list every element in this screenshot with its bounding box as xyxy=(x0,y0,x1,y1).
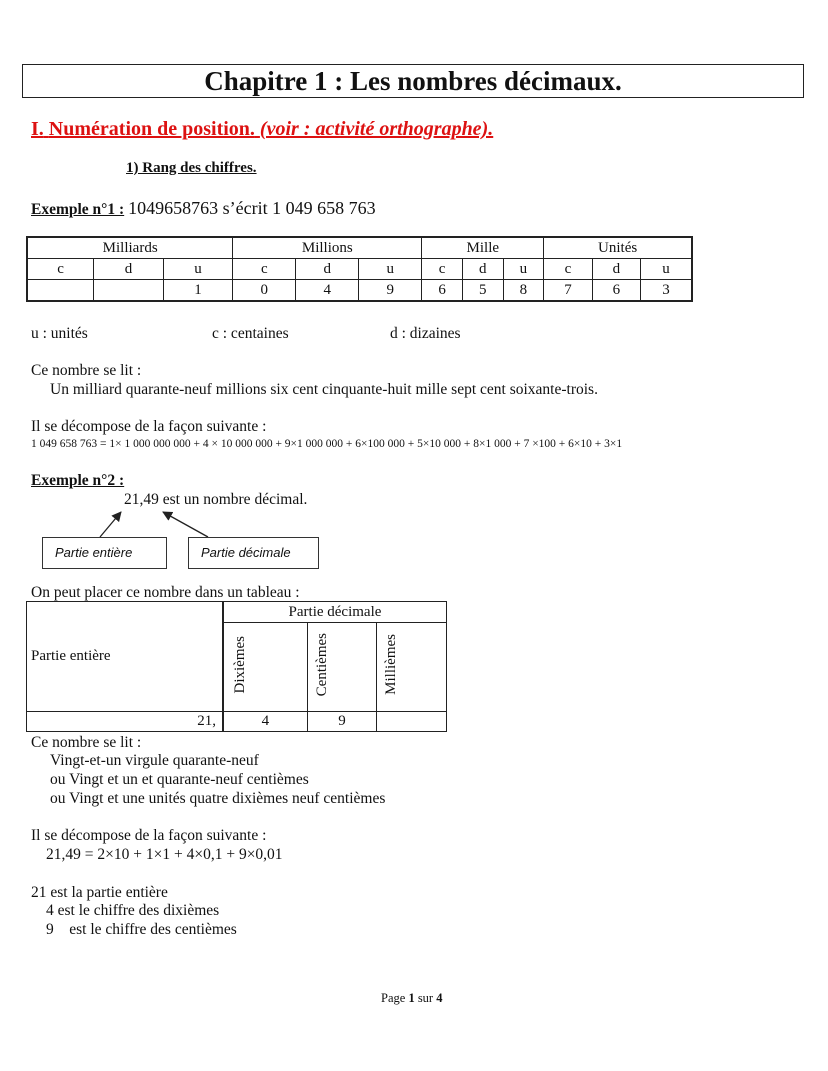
decomp-2: 21,49 = 2×10 + 1×1 + 4×0,1 + 9×0,01 xyxy=(46,846,283,863)
col-header: c xyxy=(422,259,463,280)
callout-integer-part: Partie entière xyxy=(42,537,167,569)
section-number: I. xyxy=(31,118,44,140)
col-header: u xyxy=(163,259,233,280)
read-line: ou Vingt et un et quarante-neuf centièmes xyxy=(50,771,309,788)
example2-text: 21,49 est un nombre décimal. xyxy=(124,491,308,508)
digit-cell: 6 xyxy=(592,280,640,302)
col-header: d xyxy=(296,259,359,280)
decimal-header-row xyxy=(27,602,447,623)
integer-part-header: Partie entière xyxy=(27,602,223,712)
thousandths-header xyxy=(377,623,447,712)
read-line: Vingt-et-un virgule quarante-neuf xyxy=(50,752,259,769)
decomp-intro-2: Il se décompose de la façon suivante : xyxy=(31,827,267,844)
read-text-1: Un milliard quarante-neuf millions six cent cinquante-huit mille sept cent soixante-trois. xyxy=(50,381,598,398)
digit-cell: 1 xyxy=(163,280,233,302)
group-header: Unités xyxy=(544,237,692,259)
arrow-to-decimal-part xyxy=(163,512,208,537)
example1-label: Exemple n°1 : xyxy=(31,201,125,218)
conclusion-line: 9 est le chiffre des centièmes xyxy=(46,921,237,938)
integer-value: 21, xyxy=(27,712,223,732)
section-title: Numération de position. xyxy=(48,118,255,140)
page-number: 1 xyxy=(408,991,415,1005)
page-sur: sur xyxy=(417,991,434,1005)
decimal-table xyxy=(26,601,447,732)
callout-decimal-part: Partie décimale xyxy=(188,537,319,569)
col-header: d xyxy=(462,259,503,280)
page-footer xyxy=(381,991,442,1006)
group-header: Millions xyxy=(233,237,422,259)
tenths-label: Dixièmes xyxy=(231,635,248,694)
example2-label: Exemple n°2 : xyxy=(31,472,125,489)
table-intro: On peut placer ce nombre dans un tableau : xyxy=(31,584,300,601)
legend-hundreds: c : centaines xyxy=(212,325,289,342)
legend-tens: d : dizaines xyxy=(390,325,461,342)
read-intro-1: Ce nombre se lit : xyxy=(31,362,142,379)
page-title: Chapitre 1 : Les nombres décimaux. xyxy=(204,66,622,96)
group-header: Milliards xyxy=(27,237,233,259)
digit-cell: 6 xyxy=(422,280,463,302)
tenths-header xyxy=(223,623,307,712)
read-line: ou Vingt et une unités quatre dixièmes neuf centièmes xyxy=(50,790,386,807)
col-header: u xyxy=(503,259,544,280)
digit-cell: 4 xyxy=(296,280,359,302)
digit-cell: 0 xyxy=(233,280,296,302)
hundredths-value: 9 xyxy=(307,712,377,732)
example1-text: 1049658763 s’écrit 1 049 658 763 xyxy=(128,198,376,218)
digit-cell: 8 xyxy=(503,280,544,302)
group-header: Mille xyxy=(422,237,544,259)
col-header: d xyxy=(94,259,164,280)
digit-cell: 7 xyxy=(544,280,592,302)
decomp-1: 1 049 658 763 = 1× 1 000 000 000 + 4 × 10 000 000 + 9×1 000 000 + 6×100 000 + 5×10 000 + 8×1 000 + 7 ×100 + 6×10 + 3×1 xyxy=(31,438,623,450)
arrow-to-integer-part xyxy=(100,512,121,537)
page-word: Page xyxy=(381,991,406,1005)
tenths-value: 4 xyxy=(223,712,307,732)
conclusion-line: 21 est la partie entière xyxy=(31,884,168,901)
decimal-part-header: Partie décimale xyxy=(223,602,447,623)
col-header: d xyxy=(592,259,640,280)
col-header: c xyxy=(27,259,94,280)
legend-units: u : unités xyxy=(31,325,88,342)
page-total: 4 xyxy=(436,991,443,1005)
col-header: u xyxy=(641,259,692,280)
decomp-intro-1: Il se décompose de la façon suivante : xyxy=(31,418,267,435)
thousandths-value xyxy=(377,712,447,732)
col-header: u xyxy=(359,259,422,280)
digit-cell: 9 xyxy=(359,280,422,302)
col-header: c xyxy=(233,259,296,280)
hundredths-label: Centièmes xyxy=(313,632,330,697)
subsection-title: 1) Rang des chiffres. xyxy=(126,160,257,176)
thousandths-label: Millièmes xyxy=(383,634,400,695)
decimal-value-row xyxy=(27,712,447,732)
digit-cell: 3 xyxy=(641,280,692,302)
read-intro-2: Ce nombre se lit : xyxy=(31,734,142,751)
digit-cell: 5 xyxy=(462,280,503,302)
col-header: c xyxy=(544,259,592,280)
hundredths-header xyxy=(307,623,377,712)
conclusion-line: 4 est le chiffre des dixièmes xyxy=(46,902,220,919)
section-note: (voir : activité orthographe). xyxy=(259,118,494,140)
